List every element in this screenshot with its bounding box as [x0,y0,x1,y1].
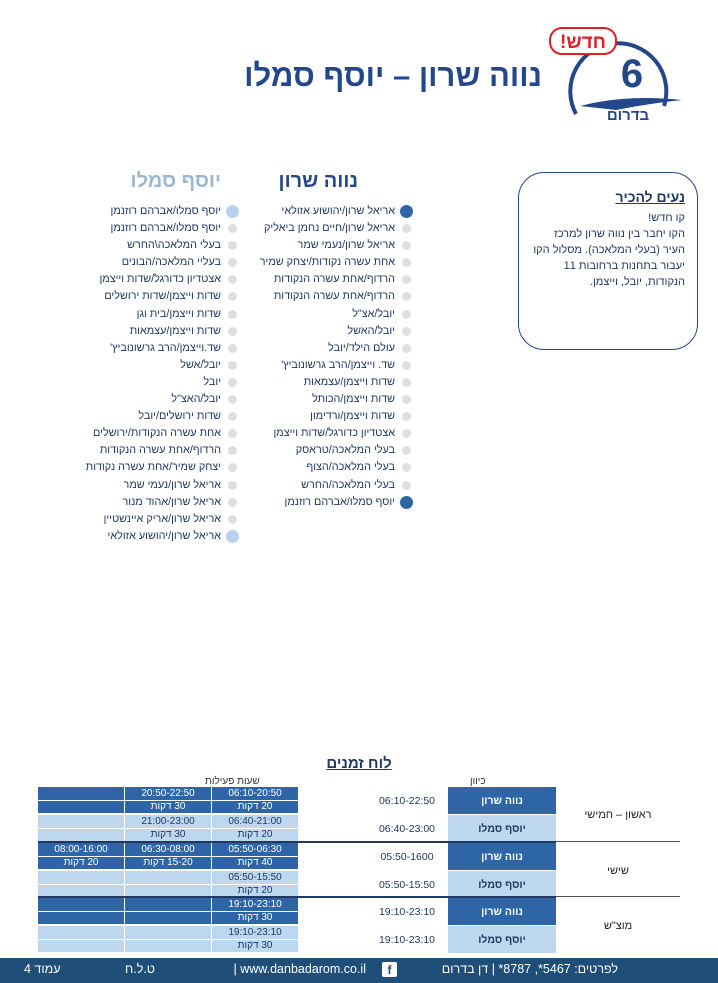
route-logo [546,14,696,134]
stop-item [86,254,239,271]
stop-label: אריאל שרון/חיים נחמן ביאליק [264,222,395,235]
frequency-cell [38,912,125,926]
stop-dot-icon [228,378,237,387]
stop-dot-icon [228,446,237,455]
stop-label: אחת עשרה הנקודות/ירושלים [93,427,221,440]
frequency-cell [38,829,125,843]
page-title: נווה שרון – יוסף סמלו [244,58,542,93]
stop-dot-icon [228,429,237,438]
stop-dot-icon [402,378,411,387]
stop-item [86,511,239,528]
stop-dot-icon [402,481,411,490]
stop-label: יוסף סמלו/אברהם רוזנמן [110,205,221,217]
footer-tlh: ט.ל.ח [125,962,155,976]
stop-item [260,357,413,374]
stop-dot-icon [402,395,411,404]
stop-item [86,528,239,545]
route-b-stops [86,203,239,545]
stop-dot-icon [400,496,413,509]
stop-label: בעלי המלאכה/הצוף [306,461,395,474]
direction-label: כיוון [470,776,486,787]
stop-label: יוסף סמלו/אברהם רוזנמן [110,222,221,235]
time-cell: 19:10-23:10 [212,926,299,940]
stop-item [260,288,413,305]
stop-dot-icon [400,205,413,218]
stop-label: בעלי המלאכה/טראסק [295,444,395,457]
new-badge: חדש! [560,32,606,53]
stop-dot-icon [228,310,237,319]
stop-dot-icon [228,463,237,472]
table-row [38,898,556,925]
stop-dot-icon [228,481,237,490]
frequency-cell [125,940,212,954]
stop-label: בעלי המלאכה\החרש [127,239,221,252]
stop-label: בעליי המלאכה/הבונים [121,256,221,269]
stop-dot-icon [402,327,411,336]
stop-dot-icon [402,446,411,455]
stop-label: אחת עשרה נקודות/יצחק שמיר [259,256,395,269]
direction-cell: יוסף סמלו [448,871,556,898]
facebook-icon[interactable]: f [382,962,397,977]
frequency-cell: 15-20 דקות [125,857,212,871]
time-cell: 20:50-22:50 [125,787,212,801]
stop-label: הרדוף/אחת עשרה הנקודות [99,444,221,457]
stop-label: הרדוף/אחת עשרה הנקודות [273,290,395,303]
stop-label: אריאל שרון/אריק איינשטיין [103,512,221,525]
stop-dot-icon [228,344,237,353]
footer-contact: לפרטים: 5467*, 8787* | דן בדרום [441,962,618,976]
stop-item [260,271,413,288]
time-cell [125,926,212,940]
stop-label: עולם הילד/יובל [328,341,395,354]
route-a-title: נווה שרון [278,170,358,192]
time-cell: 08:00-16:00 [38,843,125,857]
stop-item [86,271,239,288]
route-number: 6 [620,52,644,96]
direction-cell: נווה שרון [448,787,556,814]
stop-item [86,425,239,442]
footer-page-number: עמוד 4 [24,962,61,976]
stop-dot-icon [228,395,237,404]
stop-item [260,391,413,408]
stop-item [260,220,413,237]
stop-item [260,459,413,476]
frequency-cell: 30 דקות [125,829,212,843]
time-cell: 21:00-23:00 [125,815,212,829]
frequency-cell [38,940,125,954]
time-cell: 06:30-08:00 [125,843,212,857]
stop-dot-icon [228,241,237,250]
stop-dot-icon [228,258,237,267]
range-cell: 06:40-23:00 [366,815,448,842]
stop-label: שדות ירושלים/יובל [138,410,221,423]
stop-item [260,306,413,323]
stop-label: שדות וייצמן/שדות ירושלים [104,290,221,303]
stop-item [86,374,239,391]
stop-label: יוסף סמלו/אברהם רוזנמן [284,495,395,508]
stop-item [86,323,239,340]
time-cell [125,871,212,885]
frequency-cell: 20 דקות [212,801,299,815]
stop-item [86,203,239,220]
day-label: שישי [607,865,629,877]
day-label: מוצ"ש [603,920,633,932]
time-cell [38,926,125,940]
stop-dot-icon [402,463,411,472]
stop-dot-icon [228,412,237,421]
frequency-cell: 30 דקות [125,801,212,815]
stop-label: יובל/האשל [347,324,395,337]
stop-item [86,408,239,425]
stop-label: יובל/האצ"ל [171,393,221,406]
stop-item [260,237,413,254]
stop-label: שד. וייצמן/הרב גרשונוביץ' [281,358,395,371]
direction-cell: נווה שרון [448,898,556,925]
frequency-cell [125,912,212,926]
stop-label: אריאל שרון/נעמי שמר [297,239,395,252]
stop-label: יובל/אשל [180,358,221,371]
stop-label: שדות וייצמן/עצמאות [303,375,395,388]
frequency-cell: 20 דקות [212,885,299,899]
range-cell: 19:10-23:10 [366,898,448,925]
time-cell: 19:10-23:10 [212,898,299,912]
time-cell: 05:50-06:30 [212,843,299,857]
stop-label: אריאל שרון/אהוד מנור [122,495,221,508]
stop-dot-icon [402,275,411,284]
direction-cell: יוסף סמלו [448,815,556,842]
timetable-title: לוח זמנים [326,755,392,772]
table-row [38,787,556,814]
stop-item [260,477,413,494]
stop-dot-icon [228,515,237,524]
frequency-cell [38,801,125,815]
stop-item [86,220,239,237]
day-separator [556,896,680,897]
time-cell [38,871,125,885]
stop-dot-icon [402,292,411,301]
stop-item [86,306,239,323]
range-cell: 06:10-22:50 [366,787,448,814]
stop-label: שדות וייצמן/עצמאות [129,324,221,337]
range-cell: 19:10-23:10 [366,926,448,953]
stop-label: שדות וייצמן/הכותל [312,393,395,406]
stop-label: שד.וייצמן/הרב גרשונוביץ' [110,341,221,354]
stop-label: הרדוף/אחת עשרה הנקודות [273,273,395,286]
stop-label: אצטדיון כדורגל/שדות וייצמן [273,427,395,440]
frequency-cell: 30 דקות [212,912,299,926]
info-line1: קו חדש! [648,212,685,224]
footer-bar [0,958,718,983]
route-b-title: יוסף סמלו [130,170,221,192]
stop-dot-icon [226,205,239,218]
stop-dot-icon [228,224,237,233]
time-cell [38,898,125,912]
direction-cell: יוסף סמלו [448,926,556,953]
stop-dot-icon [228,327,237,336]
stop-item [260,340,413,357]
hours-label: שעות פעילות [205,776,260,787]
stop-dot-icon [402,224,411,233]
day-separator [556,841,680,842]
stop-dot-icon [402,310,411,319]
stop-item [86,340,239,357]
stop-dot-icon [402,429,411,438]
stop-item [260,408,413,425]
stop-label: אריאל שרון/יהושוע אזולאי [281,205,395,217]
footer-website[interactable]: www.danbadarom.co.il | [233,962,366,976]
stop-item [86,357,239,374]
stop-label: אריאל שרון/יהושוע אזולאי [107,529,221,542]
range-cell: 05:50-15:50 [366,871,448,898]
time-cell [38,787,125,801]
stop-item [260,442,413,459]
stop-label: שדות וייצמן/ורדימון [310,410,395,423]
stop-label: אצטדיון כדורגל/שדות וייצמן [99,273,221,286]
frequency-cell: 20 דקות [212,829,299,843]
info-heading: נעים להכיר [615,189,685,205]
frequency-cell: 20 דקות [38,857,125,871]
table-row [38,871,556,898]
stop-item [86,459,239,476]
range-cell: 05:50-1600 [366,843,448,870]
stop-dot-icon [402,344,411,353]
stop-label: אריאל שרון/נעמי שמר [123,478,221,491]
time-cell [38,815,125,829]
stop-item [86,442,239,459]
stop-label: שדות וייצמן/בית וגן [136,307,221,320]
day-label: ראשון – חמישי [584,809,652,821]
time-cell: 06:40-21:00 [212,815,299,829]
direction-cell: נווה שרון [448,843,556,870]
stop-dot-icon [402,258,411,267]
stop-item [86,391,239,408]
stop-item [86,237,239,254]
time-cell: 05:50-15:50 [212,871,299,885]
stop-item [260,254,413,271]
stop-dot-icon [228,498,237,507]
stop-dot-icon [402,412,411,421]
stop-label: יצחק שמיר/אחת עשרה נקודות [85,461,221,474]
stop-item [260,494,413,511]
stop-item [260,323,413,340]
time-cell: 06:10-20:50 [212,787,299,801]
frequency-cell: 40 דקות [212,857,299,871]
route-a-stops [260,203,413,511]
stop-dot-icon [228,275,237,284]
stop-item [86,494,239,511]
table-row [38,815,556,842]
stop-dot-icon [228,292,237,301]
stop-dot-icon [226,530,239,543]
stop-item [260,203,413,220]
stop-item [260,425,413,442]
info-body: הקו יחבר בין נווה שרון למרכז העיר (בעלי המלאכה). מסלול הקו יעבור בתחנות ברחובות 11 הנקודות, יובל, וייצמן. [533,228,685,288]
info-box [518,172,698,350]
stop-label: יובל/אצ"ל [352,307,395,320]
stop-label: בעלי המלאכה/החרש [301,478,395,491]
stop-dot-icon [402,241,411,250]
stop-item [86,288,239,305]
stop-label: יובל [203,375,221,388]
frequency-cell: 30 דקות [212,940,299,954]
table-row [38,843,556,870]
table-row [38,926,556,953]
time-cell [125,898,212,912]
stop-item [86,477,239,494]
stop-dot-icon [402,361,411,370]
stop-item [260,374,413,391]
brand-name: בדרום [606,107,650,124]
stop-dot-icon [228,361,237,370]
